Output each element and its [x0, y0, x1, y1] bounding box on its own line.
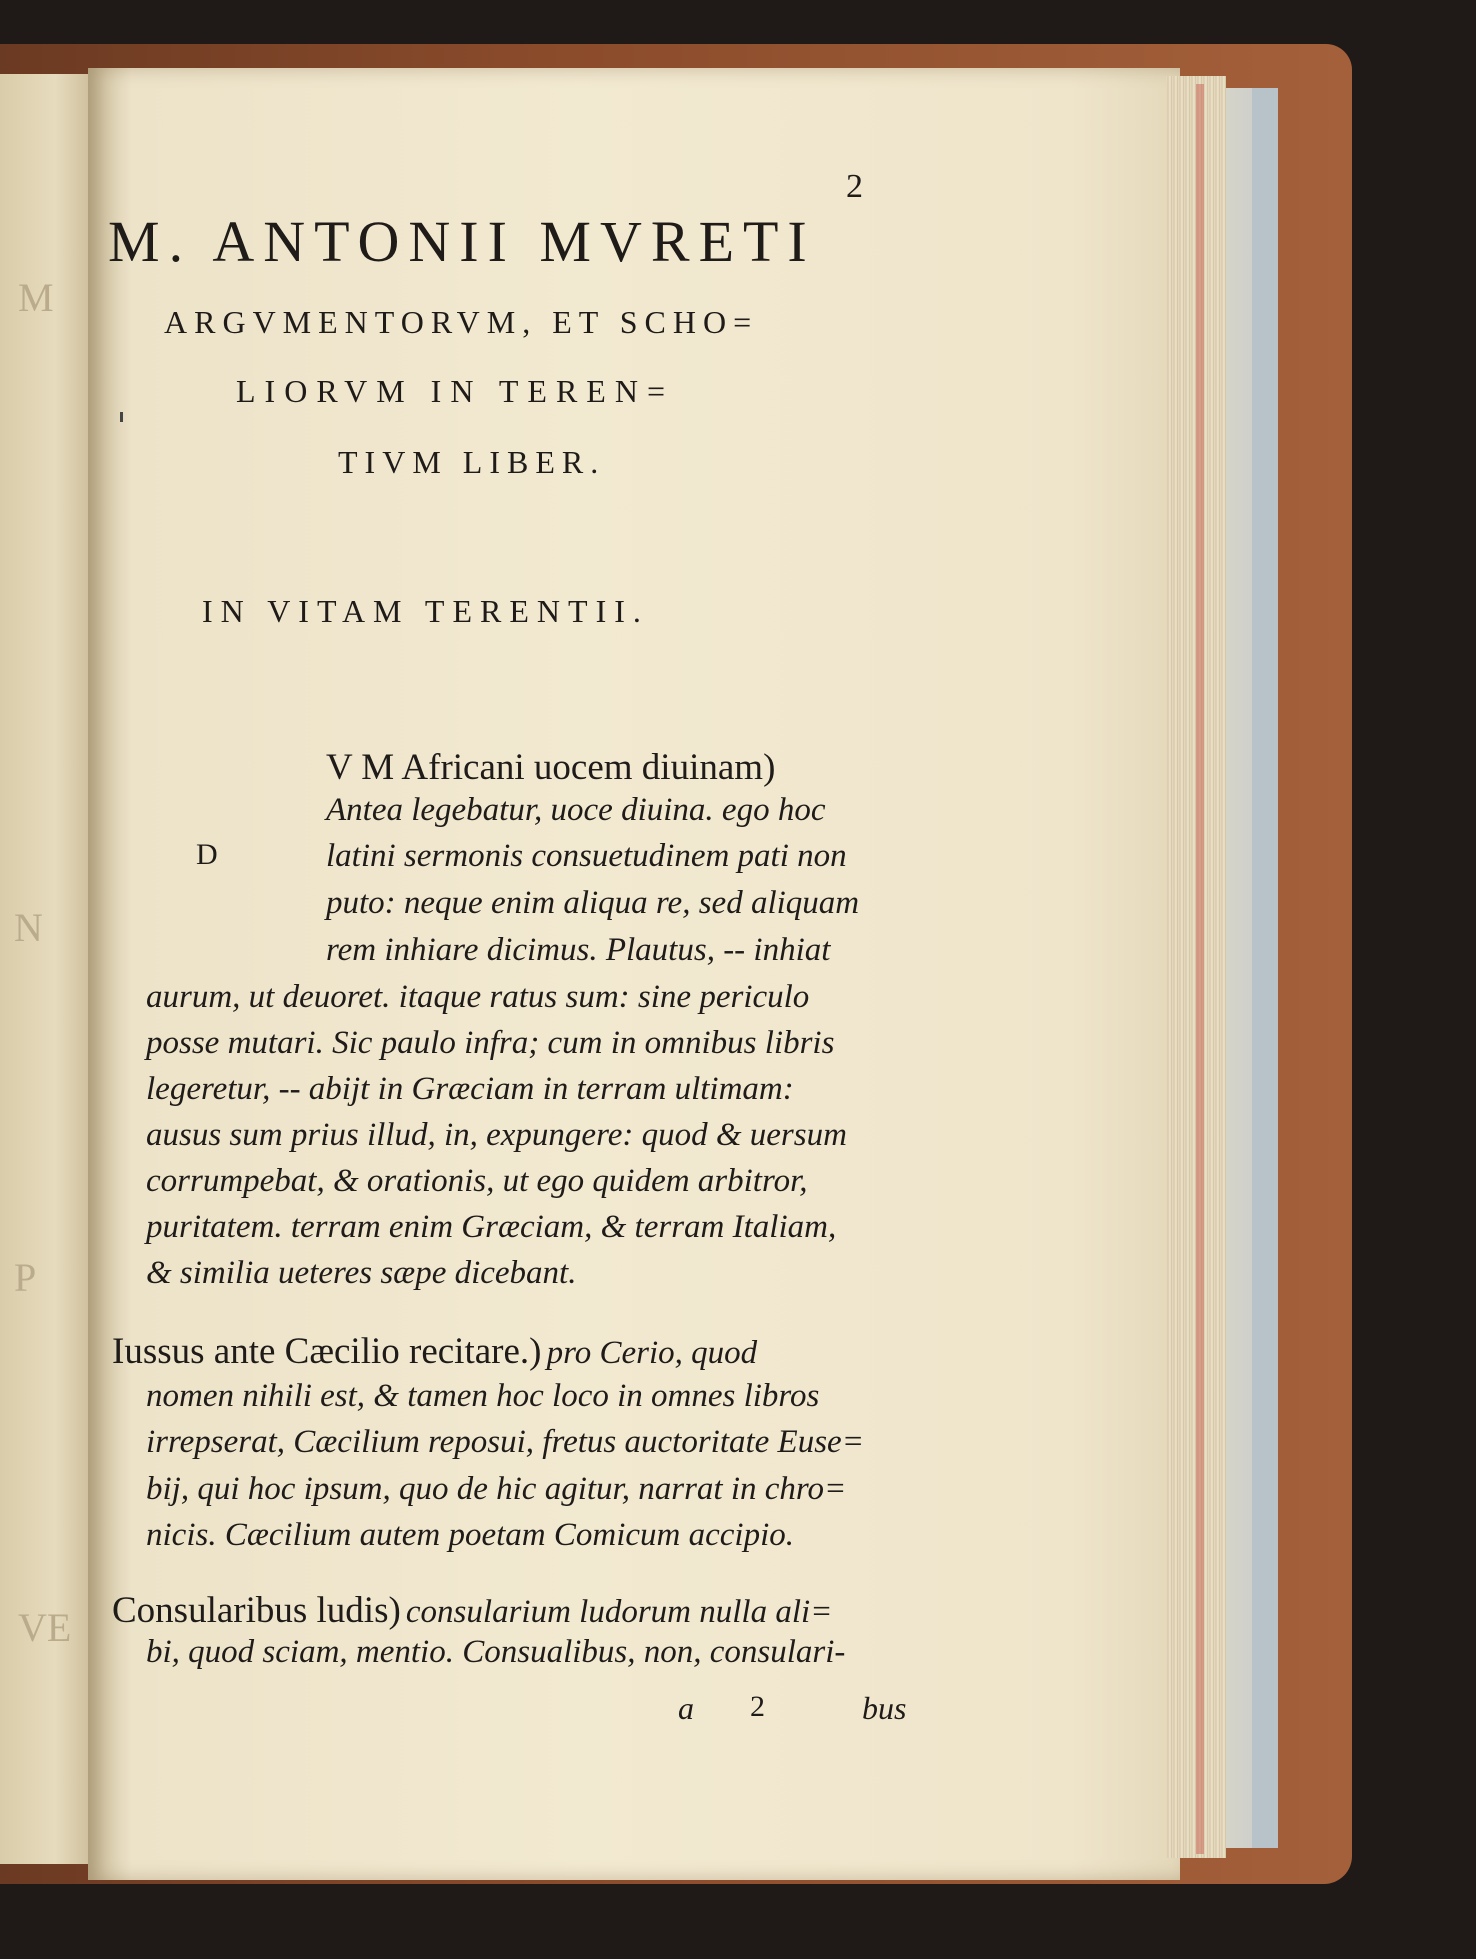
commentary-text: latini sermonis consuetudinem pati non [326, 838, 847, 874]
section-heading: IN VITAM TERENTII. [202, 593, 649, 629]
lemma: V M Africani uocem diuinam) [326, 747, 776, 788]
left-page-fragment: VE [18, 1605, 72, 1650]
commentary-text: bi, quod sciam, mentio. Consualibus, non, consulari- [146, 1634, 846, 1670]
body-line [146, 1209, 836, 1246]
commentary-text: pro Cerio, quod [546, 1335, 758, 1371]
body-line [146, 1255, 576, 1292]
commentary-text: puto: neque enim aliqua re, sed aliquam [326, 885, 860, 921]
body-line [146, 1163, 808, 1200]
left-page [0, 74, 92, 1864]
body-line [146, 1424, 864, 1461]
body-line [326, 838, 847, 875]
red-edge [1196, 84, 1204, 1854]
body-line [326, 932, 830, 969]
body-line [326, 746, 775, 789]
lemma: Consularibus ludis) [112, 1590, 401, 1631]
subtitle-line: TIVM LIBER. [338, 444, 606, 480]
lemma: Iussus ante Cæcilio recitare.) [112, 1331, 542, 1372]
body-line [326, 885, 859, 922]
left-page-fragment: M [18, 275, 54, 320]
commentary-text: nicis. Cæcilium autem poetam Comicum accipio. [146, 1517, 794, 1553]
body-line [146, 979, 809, 1016]
subtitle-line: LIORVM IN TEREN= [236, 373, 674, 409]
body-line [146, 1071, 794, 1108]
commentary-text: Antea legebatur, uoce diuina. ego hoc [326, 792, 826, 828]
body-line [146, 1378, 819, 1415]
drop-cap: D [196, 838, 218, 871]
left-page-fragment: P [14, 1255, 37, 1300]
signature-mark: a [678, 1690, 694, 1726]
commentary-text: irrepserat, Cæcilium reposui, fretus auctoritate Euse= [146, 1424, 864, 1460]
commentary-text: legeretur, -- abijt in Græciam in terram ultimam: [146, 1071, 794, 1107]
commentary-text: puritatem. terram enim Græciam, & terram Italiam, [146, 1209, 837, 1245]
commentary-text: bij, qui hoc ipsum, quo de hic agitur, narrat in chro= [146, 1471, 847, 1507]
page-title: M. ANTONII MVRETI [108, 209, 816, 274]
body-line [146, 1025, 834, 1062]
body-line [146, 1117, 847, 1154]
body-line [112, 1589, 832, 1632]
catchword: bus [862, 1690, 907, 1726]
commentary-text: aurum, ut deuoret. itaque ratus sum: sine periculo [146, 979, 810, 1015]
commentary-text: & similia ueteres sæpe dicebant. [146, 1255, 577, 1291]
body-line [146, 1471, 846, 1508]
commentary-text: rem inhiare dicimus. Plautus, -- inhiat [326, 932, 831, 968]
commentary-text: consularium ludorum nulla ali= [405, 1594, 833, 1630]
body-line [146, 1517, 794, 1554]
body-line [112, 1330, 757, 1373]
subtitle-line: ARGVMENTORVM, ET SCHO= [164, 304, 759, 340]
commentary-text: nomen nihili est, & tamen hoc loco in omnes libros [146, 1378, 820, 1414]
commentary-text: ausus sum prius illud, in, expungere: quod & uersum [146, 1117, 847, 1153]
body-line [326, 792, 825, 829]
signature-number: 2 [750, 1690, 765, 1723]
commentary-text: corrumpebat, & orationis, ut ego quidem arbitror, [146, 1163, 808, 1199]
printer-mark [120, 412, 123, 422]
commentary-text: posse mutari. Sic paulo infra; cum in omnibus libris [146, 1025, 835, 1061]
left-page-fragment: N [14, 905, 43, 950]
page-number: 2 [846, 168, 863, 205]
flyleaf-edge-shadow [1252, 88, 1278, 1848]
body-line [146, 1634, 845, 1671]
